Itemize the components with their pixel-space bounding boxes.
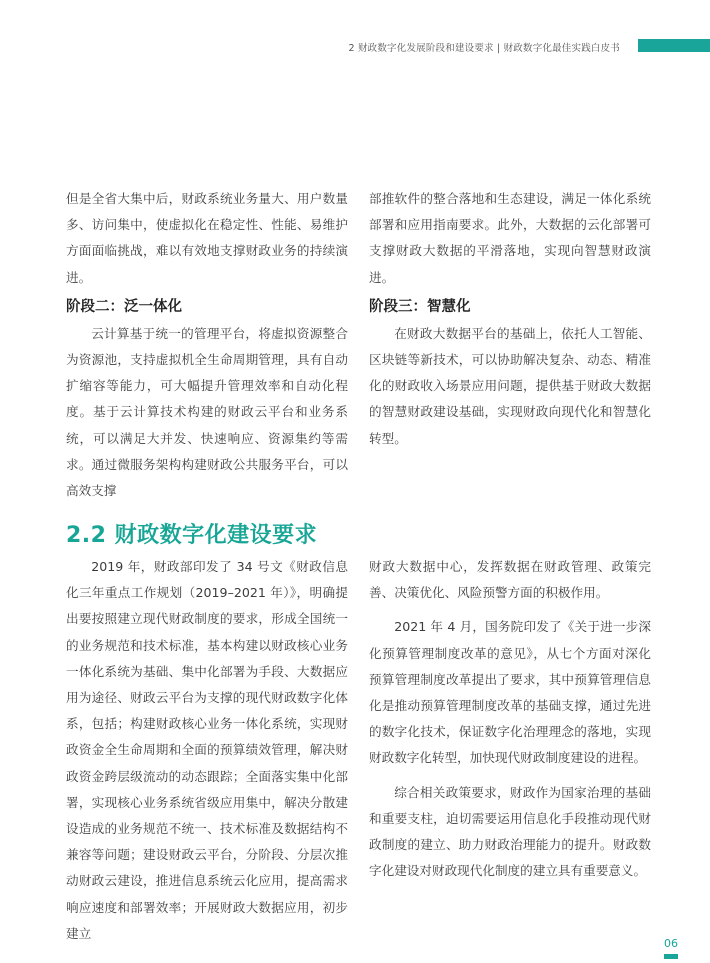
stage-two-heading: 阶段二：泛一体化: [66, 298, 182, 315]
header-accent-bar: [638, 39, 710, 52]
paragraph: 综合相关政策要求，财政作为国家治理的基础和重要支柱，迫切需要运用信息化手段推动现代财政制度的建立、助力财政治理能力的提升。财政数字化建设对财政现代化制度的建立具有重要意义。: [369, 784, 651, 879]
bottom-right-column: [369, 554, 651, 884]
paragraph: 但是全省大集中后，财政系统业务量大、用户数量多、访问集中，使虚拟化在稳定性、性能、易维护方面面临挑战，难以有效地支撑财政业务的持续演进。: [66, 191, 348, 285]
top-left-column: [66, 186, 348, 504]
paragraph: 财政大数据中心，发挥数据在财政管理、政策完善、决策优化、风险预警方面的积极作用。: [369, 559, 651, 601]
paragraph: 2021 年 4 月，国务院印发了《关于进一步深化预算管理制度改革的意见》，从七个方面对深化预算管理制度改革提出了要求，其中预算管理信息化是推动预算管理制度改革的基础支撑，通过先进的数字化技术，保证数字化治理理念的落地，实现财政数字化转型，加快现代财政制度建设的进程。: [369, 619, 651, 766]
paragraph: 在财政大数据平台的基础上，依托人工智能、区块链等新技术，可以协助解决复杂、动态、精准化的财政收入场景应用问题，提供基于财政大数据的智慧财政建设基础，实现财政向现代化和智慧化转型。: [369, 325, 651, 446]
top-right-column: [369, 186, 651, 452]
paragraph: 云计算基于统一的管理平台，将虚拟资源整合为资源池，支持虚拟机全生命周期管理，具有自动扩缩容等能力，可大幅提升管理效率和自动化程度。基于云计算技术构建的财政云平台和业务系统，可以满足大并发、快速响应、资源集约等需求。通过微服务架构构建财政公共服务平台，可以高效支撑: [66, 325, 348, 499]
page-number: 06: [664, 937, 678, 950]
paragraph: 2019 年，财政部印发了 34 号文《财政信息化三年重点工作规划（2019–2021 年）》，明确提出要按照建立现代财政制度的要求，形成全国统一的业务规范和技术标准，基本构建以财政核心业务一体化系统为基础、集中化部署为手段、大数据应用为途径、财政云平台为支撑的现代财政数字化体系，包括；构建财政核心业务一体化系统，实现财政资金全生命周期和全面的预算绩效管理，解决财政资金跨层级流动的动态跟踪；全面落实集中化部署，实现核心业务系统省级应用集中，解决分散建设造成的业务规范不统一、技术标准及数据结构不兼容等问题；建设财政云平台，分阶段、分层次推动财政云建设，推进信息系统云化应用，提高需求响应速度和部署效率；开展财政大数据应用，初步建立: [66, 559, 348, 941]
paragraph: 部推软件的整合落地和生态建设，满足一体化系统部署和应用指南要求。此外，大数据的云化部署可支撑财政大数据的平滑落地，实现向智慧财政演进。: [369, 191, 651, 285]
running-header: 2 财政数字化发展阶段和建设要求 | 财政数字化最佳实践白皮书: [348, 43, 620, 54]
footer-accent-bar: [664, 954, 678, 959]
stage-three-heading: 阶段三：智慧化: [369, 298, 471, 315]
bottom-left-column: [66, 554, 348, 947]
section-title: 2.2 财政数字化建设要求: [66, 523, 318, 548]
